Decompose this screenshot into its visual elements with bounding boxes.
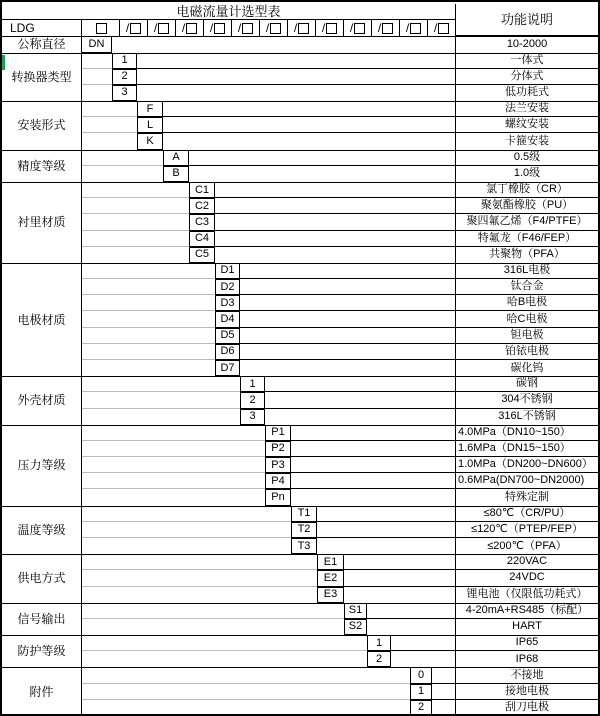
- code-cell: D2: [215, 279, 240, 295]
- slash-glyph: /: [433, 21, 438, 36]
- slash-glyph: /: [349, 21, 354, 36]
- model-box-cell: [147, 20, 175, 36]
- code-cell: B: [163, 166, 189, 182]
- section-label: 衬里材质: [17, 215, 66, 230]
- row-separator-light: [82, 569, 317, 570]
- section-label: 温度等级: [17, 522, 66, 537]
- desc-cell: 刮刀电极: [455, 700, 598, 716]
- row-separator-light: [82, 116, 137, 117]
- desc-cell: 铂铱电极: [455, 344, 598, 360]
- row-separator-light: [82, 683, 410, 684]
- desc-cell: 法兰安装: [455, 101, 598, 117]
- section-label: 安装形式: [17, 118, 66, 133]
- desc-cell: 钽电极: [455, 328, 598, 344]
- section-label: 电极材质: [17, 312, 66, 327]
- row-separator-light: [82, 618, 344, 619]
- section-label: 附件: [29, 684, 54, 699]
- desc-cell: HART: [455, 619, 598, 635]
- row-separator-light: [82, 278, 215, 279]
- row-separator-light: [82, 456, 265, 457]
- code-cell: A: [163, 150, 189, 166]
- code-cell: S2: [344, 619, 367, 635]
- model-box-cell: [231, 20, 259, 36]
- desc-cell: 碳化钨: [455, 360, 598, 376]
- table-title: 电磁流量计选型表: [2, 4, 455, 20]
- section-label: 信号输出: [17, 611, 66, 626]
- code-cell: E3: [317, 587, 344, 603]
- code-cell: 2: [112, 69, 137, 85]
- slash-glyph: /: [265, 21, 270, 36]
- desc-cell: 不接地: [455, 667, 598, 683]
- desc-cell: 304不锈钢: [455, 392, 598, 408]
- code-cell: 2: [367, 651, 391, 667]
- code-cell: E2: [317, 570, 344, 586]
- slash-glyph: /: [125, 21, 130, 36]
- desc-cell: 锂电池（仅限低功耗式）: [455, 587, 598, 603]
- code-cell: P2: [265, 441, 291, 457]
- desc-cell: IP65: [455, 635, 598, 651]
- desc-cell: 0.5级: [455, 150, 598, 166]
- code-cell: C3: [189, 214, 215, 230]
- row-separator-light: [82, 230, 189, 231]
- row-separator: [317, 521, 455, 522]
- row-separator: [367, 618, 455, 619]
- slash-glyph: /: [321, 21, 326, 36]
- code-cell: 1: [112, 53, 137, 69]
- model-box-icon: [186, 23, 197, 34]
- desc-cell: 10-2000: [455, 36, 598, 52]
- desc-cell: 1.6MPa（DN15~150）: [455, 441, 598, 457]
- row-separator: [137, 68, 455, 69]
- desc-cell: 特氟龙（F46/FEP）: [455, 231, 598, 247]
- row-separator: [163, 132, 455, 133]
- model-box-icon: [242, 23, 253, 34]
- row-separator-light: [82, 586, 317, 587]
- model-box-icon: [96, 23, 107, 34]
- green-artifact-mark: [2, 55, 5, 70]
- vertical-line-left: [81, 20, 82, 716]
- row-separator-light: [82, 699, 410, 700]
- code-cell: 1: [410, 684, 432, 700]
- desc-cell: 哈C电极: [455, 311, 598, 327]
- slash-glyph: /: [405, 21, 410, 36]
- desc-cell: 共聚物（PFA）: [455, 247, 598, 263]
- row-separator: [391, 650, 455, 651]
- desc-cell: 1.0级: [455, 166, 598, 182]
- model-box-cell: [203, 20, 231, 36]
- desc-cell: 1.0MPa（DN200~DN600）: [455, 457, 598, 473]
- code-cell: L: [137, 117, 163, 133]
- row-separator-light: [82, 68, 112, 69]
- slash-glyph: /: [153, 21, 158, 36]
- row-separator: [240, 294, 455, 295]
- row-separator-light: [82, 327, 215, 328]
- code-cell: 1: [367, 635, 391, 651]
- slash-glyph: /: [377, 21, 382, 36]
- row-separator: [291, 488, 455, 489]
- code-cell: 2: [240, 392, 265, 408]
- desc-cell: 4.0MPa（DN10~150）: [455, 425, 598, 441]
- code-cell: T3: [291, 538, 317, 554]
- code-cell: 0: [410, 667, 432, 683]
- row-separator: [215, 213, 455, 214]
- model-box-cell: [119, 20, 147, 36]
- row-separator-light: [82, 310, 215, 311]
- function-column-header: 功能说明: [455, 4, 598, 36]
- desc-cell: ≤200℃（PFA）: [455, 538, 598, 554]
- row-separator-light: [82, 165, 163, 166]
- code-cell: E1: [317, 554, 344, 570]
- desc-cell: 聚四氟乙烯（F4/PTFE）: [455, 214, 598, 230]
- row-separator: [189, 165, 455, 166]
- row-separator: [291, 456, 455, 457]
- row-separator-light: [82, 84, 112, 85]
- desc-cell: 316L电极: [455, 263, 598, 279]
- model-box-icon: [354, 23, 365, 34]
- code-cell: C1: [189, 182, 215, 198]
- row-separator: [432, 699, 455, 700]
- desc-cell: 聚氨酯橡胶（PU）: [455, 198, 598, 214]
- code-cell: D5: [215, 328, 240, 344]
- model-box-cell: [399, 20, 427, 36]
- desc-cell: 分体式: [455, 69, 598, 85]
- desc-cell: 碳钢: [455, 376, 598, 392]
- row-separator: [240, 327, 455, 328]
- code-cell: 3: [112, 85, 137, 101]
- row-separator: [432, 683, 455, 684]
- desc-cell: 0.6MPa(DN700~DN2000): [455, 473, 598, 489]
- code-cell: D6: [215, 344, 240, 360]
- model-box-icon: [130, 23, 141, 34]
- model-box-icon: [382, 23, 393, 34]
- code-cell: D7: [215, 360, 240, 376]
- code-cell: D3: [215, 295, 240, 311]
- model-box-icon: [214, 23, 225, 34]
- section-label: 转换器类型: [11, 69, 72, 84]
- row-separator: [344, 586, 455, 587]
- model-box-cell: [315, 20, 343, 36]
- model-box-cell: [259, 20, 287, 36]
- row-separator: [163, 116, 455, 117]
- code-cell: D1: [215, 263, 240, 279]
- code-cell: C4: [189, 231, 215, 247]
- row-separator-light: [82, 472, 265, 473]
- model-box-cell: [81, 20, 119, 36]
- row-separator-light: [82, 132, 137, 133]
- model-box-cell: [287, 20, 315, 36]
- row-separator: [291, 440, 455, 441]
- row-separator: [215, 197, 455, 198]
- section-label: 精度等级: [17, 158, 66, 173]
- row-separator-light: [82, 650, 367, 651]
- desc-cell: 螺纹安装: [455, 117, 598, 133]
- slash-glyph: /: [237, 21, 242, 36]
- desc-cell: 220VAC: [455, 554, 598, 570]
- row-separator-light: [82, 343, 215, 344]
- section-label: 压力等级: [17, 458, 66, 473]
- row-separator-light: [82, 391, 240, 392]
- code-cell: T1: [291, 506, 317, 522]
- model-box-cell: [175, 20, 203, 36]
- row-separator: [240, 359, 455, 360]
- row-separator: [240, 343, 455, 344]
- desc-cell: 卡箍安装: [455, 133, 598, 149]
- code-cell: D4: [215, 311, 240, 327]
- code-cell: P3: [265, 457, 291, 473]
- desc-cell: ≤80℃（CR/PU）: [455, 506, 598, 522]
- desc-cell: 一体式: [455, 53, 598, 69]
- model-box-icon: [298, 23, 309, 34]
- row-separator: [291, 472, 455, 473]
- row-separator-light: [82, 246, 189, 247]
- model-box-cell: [371, 20, 399, 36]
- row-separator-light: [82, 440, 265, 441]
- row-separator: [240, 278, 455, 279]
- row-separator: [317, 537, 455, 538]
- code-cell: S1: [344, 603, 367, 619]
- model-box-icon: [270, 23, 281, 34]
- model-box-icon: [158, 23, 169, 34]
- row-separator-light: [82, 521, 291, 522]
- slash-glyph: /: [293, 21, 298, 36]
- desc-cell: 4-20mA+RS485（标配）: [455, 603, 598, 619]
- row-separator-light: [82, 408, 240, 409]
- code-cell: 2: [410, 700, 432, 716]
- model-box-icon: [410, 23, 421, 34]
- row-separator-light: [82, 537, 291, 538]
- desc-cell: 哈B电极: [455, 295, 598, 311]
- desc-cell: 氯丁橡胶（CR）: [455, 182, 598, 198]
- model-prefix: LDG: [10, 21, 35, 36]
- row-separator: [215, 246, 455, 247]
- vertical-line-right: [455, 4, 456, 716]
- code-cell: C2: [189, 198, 215, 214]
- code-cell: P1: [265, 425, 291, 441]
- desc-cell: ≤120℃（PTEP/FEP）: [455, 522, 598, 538]
- row-separator: [344, 569, 455, 570]
- code-cell: F: [137, 101, 163, 117]
- slash-glyph: /: [209, 21, 214, 36]
- row-separator-light: [82, 213, 189, 214]
- desc-cell: 低功耗式: [455, 85, 598, 101]
- section-label: 外壳材质: [17, 393, 66, 408]
- section-label: 防护等级: [17, 644, 66, 659]
- desc-cell: 接地电极: [455, 684, 598, 700]
- desc-cell: IP68: [455, 651, 598, 667]
- row-separator-light: [82, 488, 265, 489]
- code-cell: 3: [240, 409, 265, 425]
- code-cell: 1: [240, 376, 265, 392]
- row-separator-light: [82, 359, 215, 360]
- code-cell: K: [137, 133, 163, 149]
- desc-cell: 24VDC: [455, 570, 598, 586]
- code-cell: DN: [81, 36, 112, 52]
- desc-cell: 特殊定制: [455, 489, 598, 505]
- model-box-cell: [427, 20, 455, 36]
- model-box-cell: [343, 20, 371, 36]
- row-separator: [265, 408, 455, 409]
- row-separator: [215, 230, 455, 231]
- section-label: 供电方式: [17, 571, 66, 586]
- code-cell: P4: [265, 473, 291, 489]
- model-box-icon: [438, 23, 449, 34]
- row-separator: [265, 391, 455, 392]
- desc-cell: 316L不锈钢: [455, 409, 598, 425]
- row-separator: [240, 310, 455, 311]
- row-separator: [137, 84, 455, 85]
- code-cell: C5: [189, 247, 215, 263]
- model-box-icon: [326, 23, 337, 34]
- slash-glyph: /: [181, 21, 186, 36]
- section-label: 公称直径: [17, 37, 66, 52]
- desc-cell: 钛合金: [455, 279, 598, 295]
- code-cell: T2: [291, 522, 317, 538]
- code-cell: Pn: [265, 489, 291, 505]
- row-separator-light: [82, 197, 189, 198]
- row-separator-light: [82, 294, 215, 295]
